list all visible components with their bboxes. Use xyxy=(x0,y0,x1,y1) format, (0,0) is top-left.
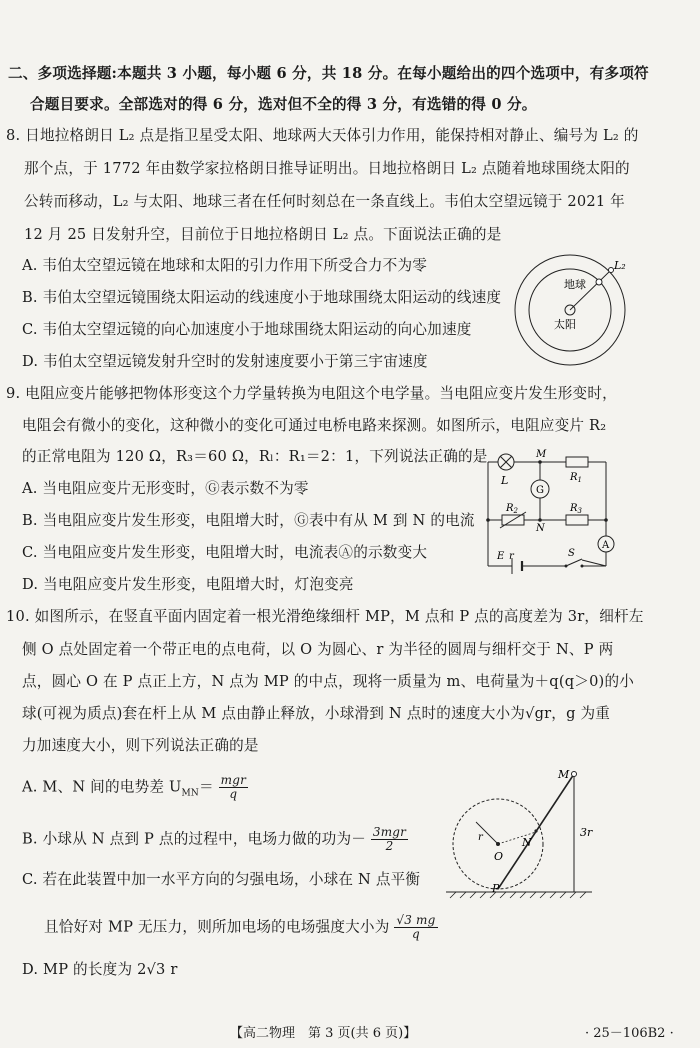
section-heading-line1: 二、多项选择题:本题共 3 小题，每小题 6 分，共 18 分。在每小题给出的四个选项中，有多项符 xyxy=(8,65,649,82)
charge-o-icon xyxy=(496,842,500,846)
q8-stem-line3: 公转而移动，L₂ 与太阳、地球三者在任何时刻总在一条直线上。韦伯太空望远镜于 2021 年 xyxy=(24,193,625,210)
node-m-label: M xyxy=(536,449,547,460)
q10-stem-line2: 侧 O 点处固定着一个带正电的点电荷，以 O 为圆心、r 为半径的圆周与细杆交于 N、P 两 xyxy=(22,641,614,658)
switch-icon xyxy=(566,559,582,566)
q9-stem-line1: 9. 电阻应变片能够把物体形变这个力学量转换为电阻这个电学量。当电阻应变片发生形变时， xyxy=(6,385,617,402)
internal-r-label: r xyxy=(509,551,514,562)
q9-circuit-figure xyxy=(470,448,626,574)
q9-stem-line3: 的正常电阻为 120 Ω，R₃＝60 Ω，Rₗ：R₁＝2：1，下列说法正确的是 xyxy=(22,448,488,465)
q10-rod-figure xyxy=(446,764,610,904)
page-footer-code: · 25－106B2 · xyxy=(585,1026,674,1041)
q8-option-c: C. 韦伯太空望远镜的向心加速度小于地球围绕太阳运动的向心加速度 xyxy=(22,321,472,338)
page-footer-center: 【高二物理 第 3 页(共 6 页)】 xyxy=(230,1026,417,1041)
point-p-label: P xyxy=(492,882,500,895)
q8-orbit-figure xyxy=(512,252,628,368)
q8-option-a: A. 韦伯太空望远镜在地球和太阳的引力作用下所受合力不为零 xyxy=(22,257,428,274)
node-n-label: N xyxy=(536,523,545,534)
q8-stem-line1: 8. 日地拉格朗日 L₂ 点是指卫星受太阳、地球两大天体引力作用，能保持相对静止、编号为 L₂ 的 xyxy=(6,127,639,144)
q8-option-b: B. 韦伯太空望远镜围绕太阳运动的线速度小于地球围绕太阳运动的线速度 xyxy=(22,289,502,306)
q8-stem-line2: 那个点，于 1772 年由数学家拉格朗日推导证明出。日地拉格朗日 L₂ 点随着地球围绕太阳的 xyxy=(24,160,630,177)
q10-stem-line3: 点，圆心 O 在 P 点正上方，N 点为 MP 的中点，现将一质量为 m、电荷量为＋q(q＞0)的小 xyxy=(22,673,635,690)
q8-stem-line4: 12 月 25 日发射升空，目前位于日地拉格朗日 L₂ 点。下面说法正确的是 xyxy=(24,226,502,243)
switch-label: S xyxy=(568,548,575,559)
ammeter-label: A xyxy=(602,540,610,551)
q9-option-d: D. 当电阻应变片发生形变，电阻增大时，灯泡变亮 xyxy=(22,576,354,593)
lamp-label: L xyxy=(501,474,509,487)
earth-icon xyxy=(596,279,602,285)
point-m-label: M xyxy=(558,768,570,781)
height-label: 3r xyxy=(580,826,593,839)
q9-option-a: A. 当电阻应变片无形变时，Ⓖ表示数不为零 xyxy=(22,480,309,497)
q10-stem-line5: 力加速度大小，则下列说法正确的是 xyxy=(22,737,259,754)
q10-option-b: B. 小球从 N 点到 P 点的过程中，电场力做的功为－ $\frac{\text{3mgr}}{2}$ xyxy=(22,825,407,853)
l2-label: L₂ xyxy=(614,259,626,272)
q10-option-c-line1: C. 若在此装置中加一水平方向的匀强电场，小球在 N 点平衡 xyxy=(22,871,421,888)
r2-label: $R_2$ xyxy=(506,503,518,515)
q9-option-c: C. 当电阻应变片发生形变，电阻增大时，电流表Ⓐ的示数变大 xyxy=(22,544,428,561)
q10-option-c-fraction: $\frac{√3 mg}{q}$ xyxy=(396,913,436,941)
q10-stem-line4: 球(可视为质点)套在杆上从 M 点由静止释放，小球滑到 N 点时的速度大小为√gr，g 为重 xyxy=(22,705,611,722)
point-n-label: N xyxy=(522,836,532,849)
earth-label: 地球 xyxy=(564,278,586,291)
l2-point-icon xyxy=(609,268,614,273)
r3-label: $R_3$ xyxy=(570,503,582,515)
q10-option-a: A. M、N 间的电势差 $U_{MN}=$ $\frac{\text{mgr}}{q}$ xyxy=(22,773,247,801)
q9-stem-line2: 电阻会有微小的变化，这种微小的变化可通过电桥电路来探测。如图所示，电阻应变片 R₂ xyxy=(22,417,607,434)
ball-icon xyxy=(572,772,577,777)
q10-stem-line1: 10. 如图所示，在竖直平面内固定着一根光滑绝缘细杆 MP，M 点和 P 点的高度差为 3r，细杆左 xyxy=(6,608,644,625)
emf-label: E xyxy=(497,551,505,562)
radius-label: r xyxy=(478,832,483,843)
q8-option-d: D. 韦伯太空望远镜发射升空时的发射速度要小于第三宇宙速度 xyxy=(22,353,428,370)
q10-option-b-fraction: $\frac{\text{3mgr}}{2}$ xyxy=(372,825,407,853)
sun-label: 太阳 xyxy=(554,318,576,331)
q9-option-b: B. 当电阻应变片发生形变，电阻增大时，Ⓖ表中有从 M 到 N 的电流 xyxy=(22,512,475,529)
resistor-r3-icon xyxy=(566,515,588,525)
q10-option-d: D. MP 的长度为 2√3 r xyxy=(22,961,178,978)
section-heading-line2: 合题目要求。全部选对的得 6 分，选对但不全的得 3 分，有选错的得 0 分。 xyxy=(30,96,537,113)
q10-option-a-fraction: $\frac{\text{mgr}}{q}$ xyxy=(220,773,247,801)
resistor-r1-icon xyxy=(566,457,588,467)
q10-option-c-line2: 且恰好对 MP 无压力，则所加电场的电场强度大小为 $\frac{√3 mg}{q}$ xyxy=(44,913,436,941)
point-o-label: O xyxy=(494,850,504,863)
r1-label: $R_1$ xyxy=(570,472,582,484)
galvanometer-label: G xyxy=(536,485,544,496)
